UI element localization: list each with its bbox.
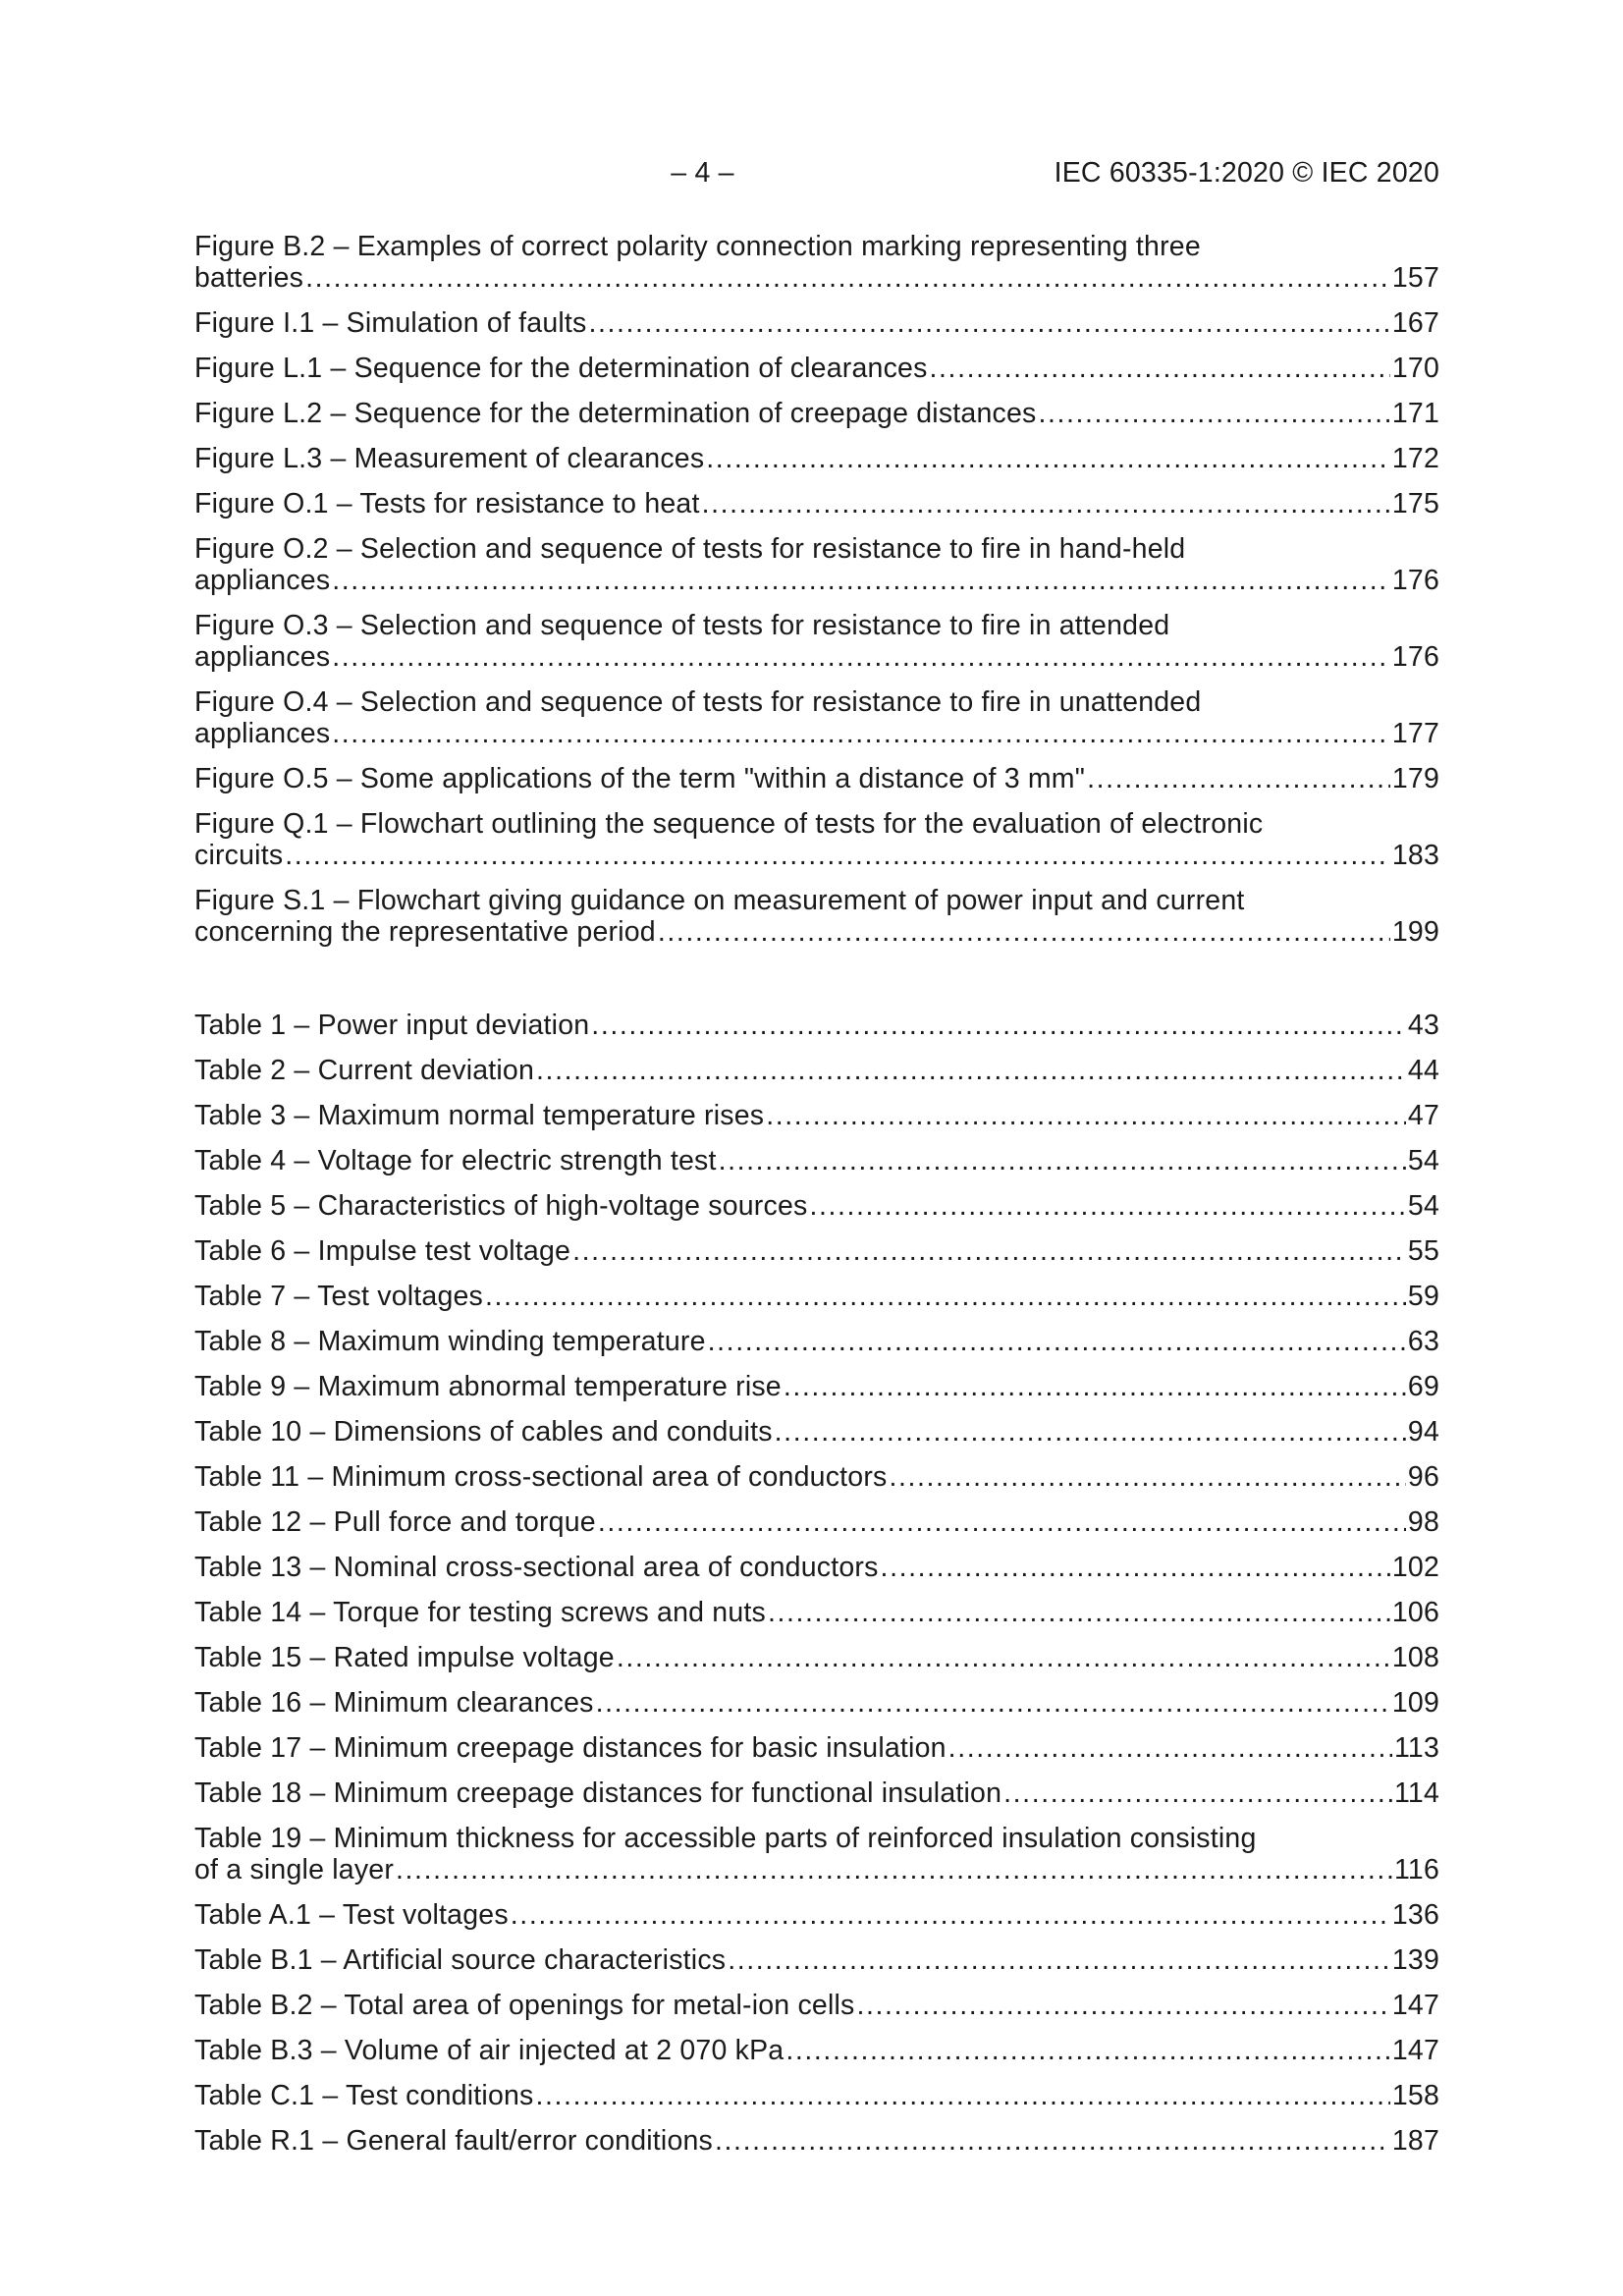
table-entry-title: Table 1 – Power input deviation — [194, 1010, 590, 1041]
table-entry[interactable] — [194, 1326, 1439, 1357]
table-entry-page-number: 55 — [1407, 1235, 1439, 1267]
figure-entry-title: appliances — [194, 641, 331, 673]
table-entry[interactable] — [194, 1642, 1439, 1673]
figure-entry-title: Figure L.3 – Measurement of clearances — [194, 443, 705, 474]
dot-leader — [1087, 763, 1390, 794]
table-entry-title: Table 9 – Maximum abnormal temperature rise — [194, 1371, 782, 1402]
table-entry-title: Table 15 – Rated impulse voltage — [194, 1642, 615, 1673]
document-page — [194, 0, 1439, 2296]
figure-entry[interactable] — [194, 533, 1439, 596]
figure-entry-page-number: 167 — [1391, 307, 1439, 339]
table-entry-page-number: 136 — [1391, 1899, 1439, 1931]
dot-leader — [728, 1944, 1390, 1976]
table-entry[interactable] — [194, 1055, 1439, 1086]
dot-leader — [511, 1899, 1390, 1931]
dot-leader — [588, 307, 1389, 339]
dot-leader — [658, 916, 1390, 948]
figure-entry-page-number: 183 — [1391, 840, 1439, 871]
figure-entry-page-number: 176 — [1391, 565, 1439, 596]
table-entry-title: Table 18 – Minimum creepage distances for functional insulation — [194, 1777, 1002, 1809]
figure-entry-page-number: 176 — [1391, 641, 1439, 673]
figure-entry[interactable] — [194, 398, 1439, 429]
table-entry[interactable] — [194, 1010, 1439, 1041]
dot-leader — [715, 2125, 1390, 2157]
table-entry-title: Table 13 – Nominal cross-sectional area of conductors — [194, 1552, 879, 1583]
table-entry-title: Table B.3 – Volume of air injected at 2 070 kPa — [194, 2035, 784, 2066]
table-entry[interactable] — [194, 1281, 1439, 1312]
figure-entry-title: circuits — [194, 840, 284, 871]
table-entry[interactable] — [194, 2080, 1439, 2111]
table-entry-title-line: Table 19 – Minimum thickness for accessible parts of reinforced insulation consisting — [194, 1823, 1257, 1854]
dot-leader — [591, 1010, 1406, 1041]
table-entry-title: Table A.1 – Test voltages — [194, 1899, 509, 1931]
figure-entry-title: batteries — [194, 262, 304, 294]
table-entry-page-number: 114 — [1393, 1777, 1439, 1809]
table-entry-page-number: 147 — [1391, 2035, 1439, 2066]
table-entry[interactable] — [194, 1145, 1439, 1176]
dot-leader — [785, 2035, 1389, 2066]
dot-leader — [596, 1687, 1390, 1719]
table-entry-title: Table 7 – Test voltages — [194, 1281, 484, 1312]
dot-leader — [536, 2080, 1390, 2111]
dot-leader — [305, 262, 1390, 294]
dot-leader — [768, 1597, 1390, 1628]
dot-leader — [332, 641, 1390, 673]
figure-entry[interactable] — [194, 353, 1439, 384]
figure-entry-title: concerning the representative period — [194, 916, 656, 948]
table-entry[interactable] — [194, 1461, 1439, 1493]
table-entry-title: Table R.1 – General fault/error conditions — [194, 2125, 714, 2157]
document-id: IEC 60335-1:2020 © IEC 2020 — [1054, 157, 1439, 189]
table-entry-title: Table 10 – Dimensions of cables and conduits — [194, 1416, 773, 1448]
list-of-figures — [194, 231, 1439, 961]
table-entry-title: Table C.1 – Test conditions — [194, 2080, 534, 2111]
figure-entry[interactable] — [194, 610, 1439, 673]
dot-leader — [930, 353, 1390, 384]
figure-entry-page-number: 177 — [1391, 718, 1439, 749]
dot-leader — [775, 1416, 1406, 1448]
table-entry-page-number: 63 — [1407, 1326, 1439, 1357]
figure-entry[interactable] — [194, 686, 1439, 749]
dot-leader — [706, 443, 1390, 474]
dot-leader — [719, 1145, 1406, 1176]
table-entry-page-number: 113 — [1393, 1732, 1439, 1764]
table-entry-page-number: 98 — [1407, 1506, 1439, 1538]
figure-entry-title-line: Figure O.3 – Selection and sequence of tests for resistance to fire in attended — [194, 610, 1170, 641]
figure-entry-page-number: 179 — [1391, 763, 1439, 794]
dot-leader — [784, 1371, 1406, 1402]
figure-entry-title: Figure I.1 – Simulation of faults — [194, 307, 587, 339]
table-entry[interactable] — [194, 1235, 1439, 1267]
dot-leader — [881, 1552, 1390, 1583]
dot-leader — [536, 1055, 1406, 1086]
figure-entry-title-line: Figure S.1 – Flowchart giving guidance on measurement of power input and current — [194, 885, 1245, 916]
table-entry-title: Table 14 – Torque for testing screws and nuts — [194, 1597, 766, 1628]
table-entry-page-number: 108 — [1391, 1642, 1439, 1673]
figure-entry-title: Figure O.1 – Tests for resistance to heat — [194, 488, 700, 519]
dot-leader — [485, 1281, 1406, 1312]
table-entry-page-number: 59 — [1407, 1281, 1439, 1312]
table-entry[interactable] — [194, 1687, 1439, 1719]
table-entry-title: Table 5 – Characteristics of high-voltage sources — [194, 1190, 808, 1222]
figure-entry[interactable] — [194, 763, 1439, 794]
page-number: – 4 – — [671, 157, 734, 189]
figure-entry-title: appliances — [194, 718, 331, 749]
dot-leader — [766, 1100, 1406, 1131]
figure-entry-title: Figure O.5 – Some applications of the term "within a distance of 3 mm" — [194, 763, 1086, 794]
table-entry-title: Table 8 – Maximum winding temperature — [194, 1326, 706, 1357]
dot-leader — [948, 1732, 1392, 1764]
table-entry[interactable] — [194, 2035, 1439, 2066]
table-entry-page-number: 43 — [1407, 1010, 1439, 1041]
figure-entry[interactable] — [194, 488, 1439, 519]
table-entry-title: Table B.2 – Total area of openings for metal-ion cells — [194, 1990, 855, 2021]
table-entry[interactable] — [194, 2125, 1439, 2157]
table-entry[interactable] — [194, 1732, 1439, 1764]
page-header — [194, 155, 1439, 191]
table-entry[interactable] — [194, 1190, 1439, 1222]
list-of-tables — [194, 1010, 1439, 2170]
table-entry-page-number: 187 — [1391, 2125, 1439, 2157]
table-entry-page-number: 147 — [1391, 1990, 1439, 2021]
table-entry-page-number: 158 — [1391, 2080, 1439, 2111]
dot-leader — [1038, 398, 1389, 429]
dot-leader — [332, 565, 1390, 596]
table-entry-page-number: 44 — [1407, 1055, 1439, 1086]
dot-leader — [617, 1642, 1390, 1673]
table-entry-page-number: 109 — [1391, 1687, 1439, 1719]
figure-entry-page-number: 175 — [1391, 488, 1439, 519]
figure-entry[interactable] — [194, 885, 1439, 948]
table-entry-title: Table 6 – Impulse test voltage — [194, 1235, 571, 1267]
dot-leader — [702, 488, 1390, 519]
table-entry-title: Table 12 – Pull force and torque — [194, 1506, 596, 1538]
dot-leader — [332, 718, 1390, 749]
table-entry-title: Table 16 – Minimum clearances — [194, 1687, 594, 1719]
table-entry-page-number: 102 — [1391, 1552, 1439, 1583]
table-entry-page-number: 116 — [1393, 1854, 1439, 1886]
figure-entry-page-number: 199 — [1391, 916, 1439, 948]
figure-entry-page-number: 171 — [1391, 398, 1439, 429]
table-entry[interactable] — [194, 1597, 1439, 1628]
table-entry[interactable] — [194, 1506, 1439, 1538]
table-entry-title: Table 2 – Current deviation — [194, 1055, 535, 1086]
dot-leader — [285, 840, 1390, 871]
figure-entry-title: Figure L.1 – Sequence for the determination of clearances — [194, 353, 928, 384]
table-entry-title: Table 3 – Maximum normal temperature rises — [194, 1100, 765, 1131]
figure-entry-title: appliances — [194, 565, 331, 596]
table-entry-page-number: 54 — [1407, 1190, 1439, 1222]
dot-leader — [857, 1990, 1390, 2021]
figure-entry-title: Figure L.2 – Sequence for the determination of creepage distances — [194, 398, 1037, 429]
figure-entry-page-number: 170 — [1391, 353, 1439, 384]
table-entry-title: Table 11 – Minimum cross-sectional area of conductors — [194, 1461, 888, 1493]
figure-entry[interactable] — [194, 307, 1439, 339]
table-entry-page-number: 69 — [1407, 1371, 1439, 1402]
figure-entry-title-line: Figure Q.1 – Flowchart outlining the sequence of tests for the evaluation of electronic — [194, 808, 1264, 840]
figure-entry-title-line: Figure O.2 – Selection and sequence of tests for resistance to fire in hand-held — [194, 533, 1186, 565]
table-entry[interactable] — [194, 1552, 1439, 1583]
dot-leader — [572, 1235, 1406, 1267]
dot-leader — [598, 1506, 1406, 1538]
dot-leader — [889, 1461, 1405, 1493]
table-entry-page-number: 54 — [1407, 1145, 1439, 1176]
dot-leader — [708, 1326, 1406, 1357]
dot-leader — [1003, 1777, 1392, 1809]
table-entry-title: of a single layer — [194, 1854, 395, 1886]
figure-entry-title-line: Figure O.4 – Selection and sequence of tests for resistance to fire in unattended — [194, 686, 1202, 718]
table-entry[interactable] — [194, 1416, 1439, 1448]
figure-entry[interactable] — [194, 808, 1439, 871]
table-entry-title: Table 4 – Voltage for electric strength test — [194, 1145, 717, 1176]
table-entry[interactable] — [194, 1944, 1439, 1976]
table-entry[interactable] — [194, 1777, 1439, 1809]
table-entry-page-number: 47 — [1407, 1100, 1439, 1131]
table-entry-title: Table B.1 – Artificial source characteristics — [194, 1944, 727, 1976]
figure-entry-title-line: Figure B.2 – Examples of correct polarity connection marking representing three — [194, 231, 1201, 262]
table-entry-title: Table 17 – Minimum creepage distances for basic insulation — [194, 1732, 947, 1764]
table-entry-page-number: 106 — [1391, 1597, 1439, 1628]
table-entry[interactable] — [194, 1990, 1439, 2021]
table-entry[interactable] — [194, 1823, 1439, 1886]
table-entry[interactable] — [194, 1100, 1439, 1131]
table-entry-page-number: 94 — [1407, 1416, 1439, 1448]
figure-entry[interactable] — [194, 231, 1439, 294]
dot-leader — [809, 1190, 1405, 1222]
figure-entry[interactable] — [194, 443, 1439, 474]
table-entry[interactable] — [194, 1371, 1439, 1402]
table-entry-page-number: 96 — [1407, 1461, 1439, 1493]
table-entry-page-number: 139 — [1391, 1944, 1439, 1976]
dot-leader — [396, 1854, 1392, 1886]
figure-entry-page-number: 157 — [1391, 262, 1439, 294]
table-entry[interactable] — [194, 1899, 1439, 1931]
figure-entry-page-number: 172 — [1391, 443, 1439, 474]
